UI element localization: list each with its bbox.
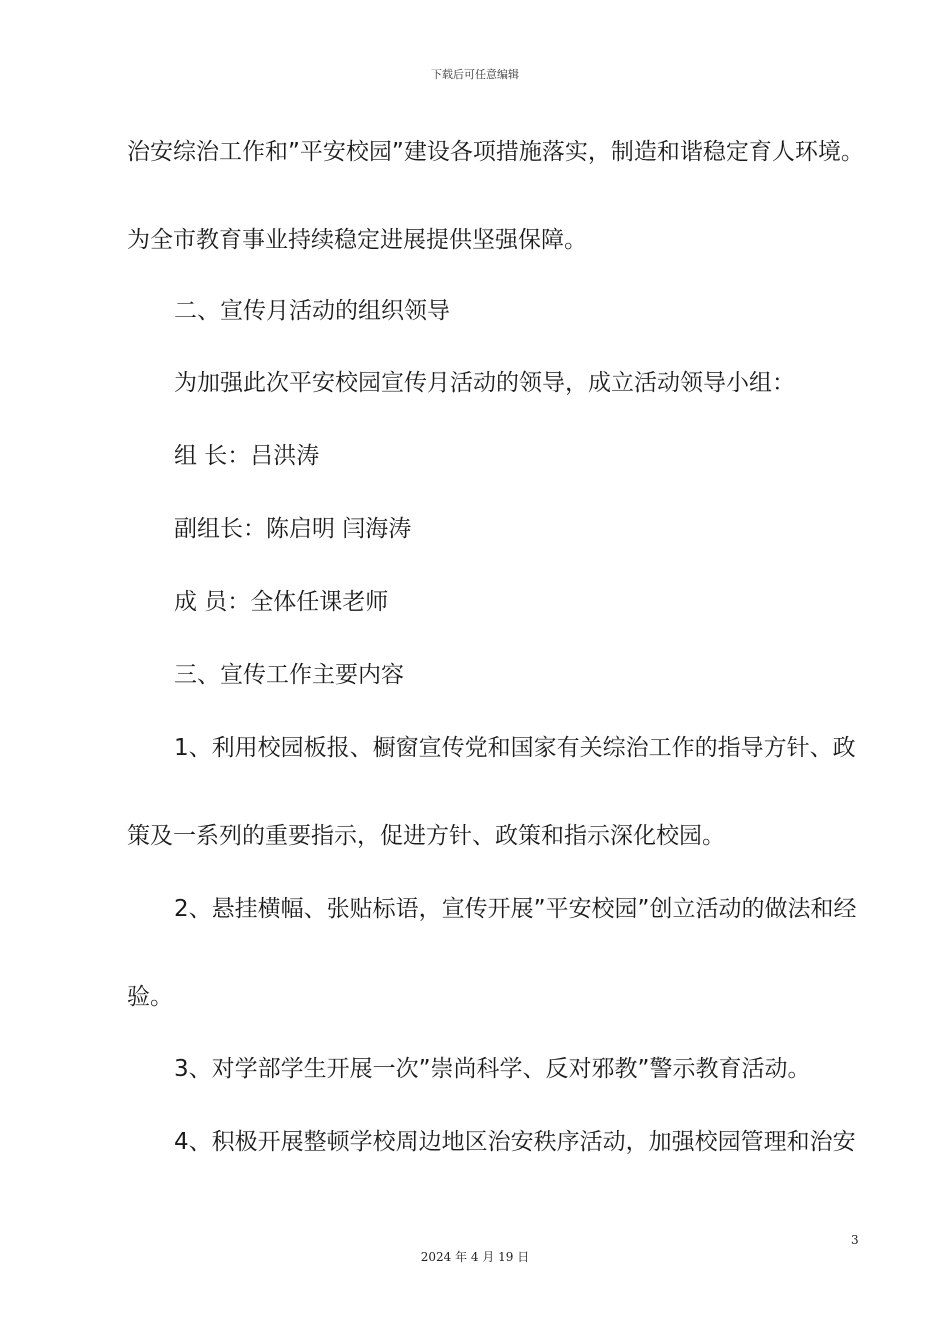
body-line: 为加强此次平安校园宣传月活动的领导，成立活动领导小组： [174, 370, 795, 396]
roster-line: 组 长：吕洪涛 [174, 443, 320, 469]
list-item-continuation: 策及一系列的重要指示，促进方针、政策和指示深化校园。 [127, 823, 725, 849]
list-item-continuation: 验。 [127, 984, 173, 1010]
body-line: 治安综治工作和”平安校园”建设各项措施落实，制造和谐稳定育人环境。 [127, 139, 864, 165]
list-item: 4、积极开展整顿学校周边地区治安秩序活动，加强校园管理和治安 [174, 1129, 856, 1155]
section-heading: 二、宣传月活动的组织领导 [174, 298, 450, 324]
roster-line: 成 员：全体任课老师 [174, 589, 389, 615]
list-item: 1、利用校园板报、橱窗宣传党和国家有关综治工作的指导方针、政 [174, 735, 856, 761]
body-line: 为全市教育事业持续稳定进展提供坚强保障。 [127, 227, 587, 253]
list-item: 2、悬挂横幅、张贴标语，宣传开展”平安校园”创立活动的做法和经 [174, 896, 857, 922]
page-number: 3 [851, 1233, 859, 1247]
roster-line: 副组长：陈启明 闫海涛 [174, 516, 412, 542]
footer-date: 2024 年 4 月 19 日 [420, 1250, 530, 1264]
section-heading: 三、宣传工作主要内容 [174, 662, 404, 688]
list-item: 3、对学部学生开展一次”崇尚科学、反对邪教”警示教育活动。 [174, 1056, 811, 1082]
header-note: 下载后可任意编辑 [431, 68, 519, 81]
